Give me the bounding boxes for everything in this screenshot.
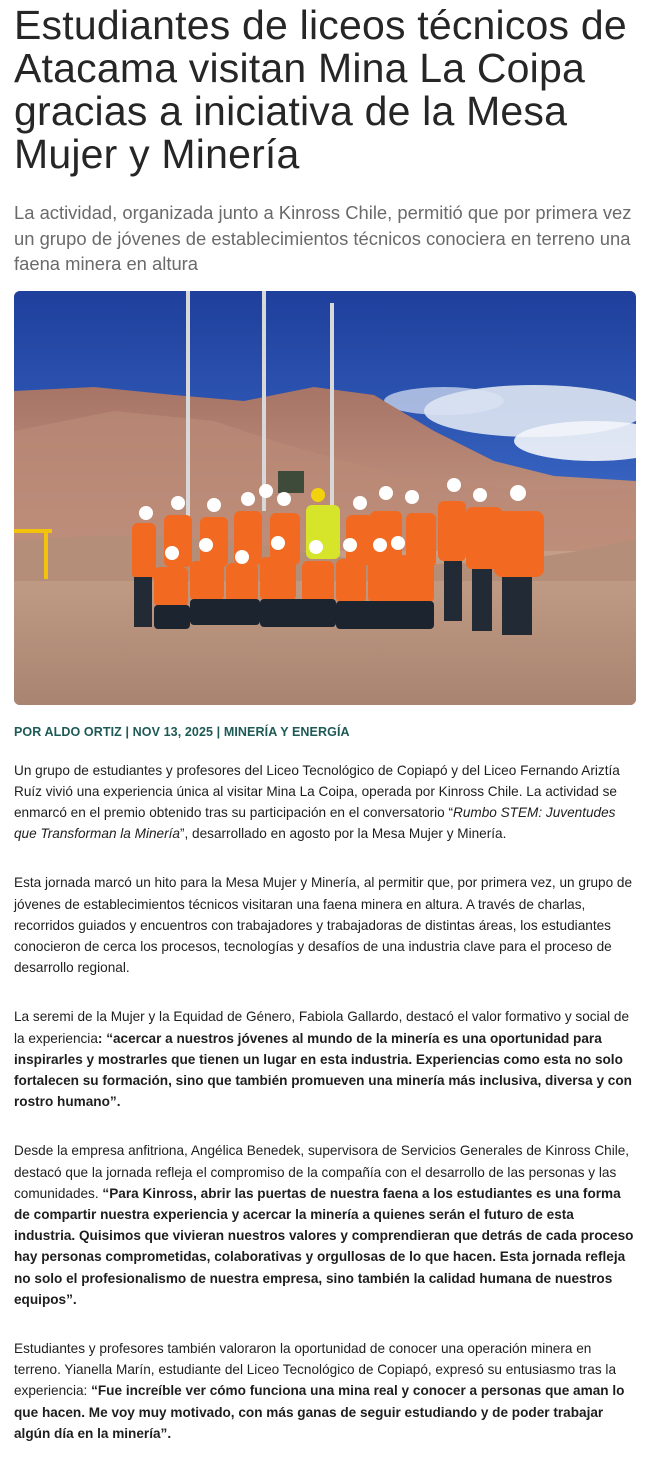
event-name: Rumbo STEM: Juventudes que Transforman la Minería bbox=[14, 804, 616, 842]
paragraph-4-text: Desde la empresa anfitriona, Angélica Benedek, supervisora de Servicios Generales de Kinross Chile, destacó que la jornada refleja el compromiso de la compañía con el desarrollo de las personas y las comunidades. bbox=[14, 1143, 630, 1201]
article-title: Estudiantes de liceos técnicos de Atacama visitan Mina La Coipa gracias a iniciativa de la Mesa Mujer y Minería bbox=[14, 2, 627, 177]
hero-photo[interactable] bbox=[14, 291, 636, 705]
quote-kinross: “Para Kinross, abrir las puertas de nuestra faena a los estudiantes es una forma de compartir nuestra experiencia y acercar la minería a quienes serán el futuro de esta industria. Quisimos que vivieran nuestros valores y comprendieran que detrás de cada proceso hay personas comprometidas, colaborativas y orgullosas de lo que hacen. Esta jornada refleja no solo el profesionalismo de nuestra empresa, sino también la calidad humana de nuestros equipos”. bbox=[14, 1185, 634, 1307]
publish-date: NOV 13, 2025 bbox=[132, 724, 214, 739]
category-link[interactable]: MINERÍA Y ENERGÍA bbox=[223, 724, 350, 739]
paragraph-3-text: La seremi de la Mujer y la Equidad de Género, Fabiola Gallardo, destacó el valor formativo y social de la experiencia bbox=[14, 1009, 630, 1046]
quote-student: “Fue increíble ver cómo funciona una mina real y conocer a personas que aman lo que hacen. Me voy muy motivado, con más ganas de seguir estudiando y de poder trabajar algún día en la minería”. bbox=[14, 1383, 625, 1441]
paragraph-5-text: Estudiantes y profesores también valoraron la oportunidad de conocer una operación minera en terreno. Yianella Marín, estudiante del Liceo Tecnológico de Copiapó, expresó su entusiasmo tras la experiencia: bbox=[14, 1340, 617, 1399]
article-body bbox=[14, 760, 636, 1444]
author-link[interactable]: ALDO ORTIZ bbox=[44, 724, 122, 739]
group-photo-image bbox=[14, 291, 636, 705]
article-meta bbox=[14, 725, 636, 739]
paragraph-4 bbox=[14, 1140, 636, 1310]
article-subtitle: La actividad, organizada junto a Kinross Chile, permitió que por primera vez un grupo de jóvenes de establecimientos técnicos conociera en terreno una faena minera en altura bbox=[14, 202, 632, 274]
paragraph-1-text-a: Un grupo de estudiantes y profesores del Liceo Tecnológico de Copiapó y del Liceo Fernando Ariztía Ruíz vivió una experiencia única al visitar Mina La Coipa, operada por Kinross Chile. La actividad se enmarcó en el premio obtenido tras su participación en el conversatorio “ bbox=[14, 762, 620, 820]
paragraph-1 bbox=[14, 760, 636, 845]
article bbox=[0, 4, 650, 1444]
paragraph-5 bbox=[14, 1338, 636, 1444]
paragraph-2: Esta jornada marcó un hito para la Mesa Mujer y Minería, al permitir que, por primera vez, un grupo de jóvenes de establecimientos técnicos visitaran una faena minera en altura. A través de charlas, recorridos guiados y encuentros con trabajadores y trabajadoras de distintas áreas, los estudiantes conocieron de cerca los procesos, tecnologías y desafíos de una industria clave para el proceso de desarrollo regional. bbox=[14, 875, 633, 976]
meta-separator: | bbox=[216, 724, 221, 739]
meta-separator: | bbox=[125, 724, 130, 739]
quote-seremi: : “acercar a nuestros jóvenes al mundo de la minería es una oportunidad para inspirarles y mostrarles que tienen un lugar en esta industria. Experiencias como esta no solo fortalecen su formación, sino que también promueven una minería más inclusiva, diversa y con rostro humano”. bbox=[14, 1030, 632, 1110]
paragraph-3 bbox=[14, 1006, 636, 1112]
paragraph-1-text-b: ”, desarrollado en agosto por la Mesa Mujer y Minería. bbox=[179, 826, 507, 842]
byline-prefix: POR bbox=[14, 724, 42, 739]
